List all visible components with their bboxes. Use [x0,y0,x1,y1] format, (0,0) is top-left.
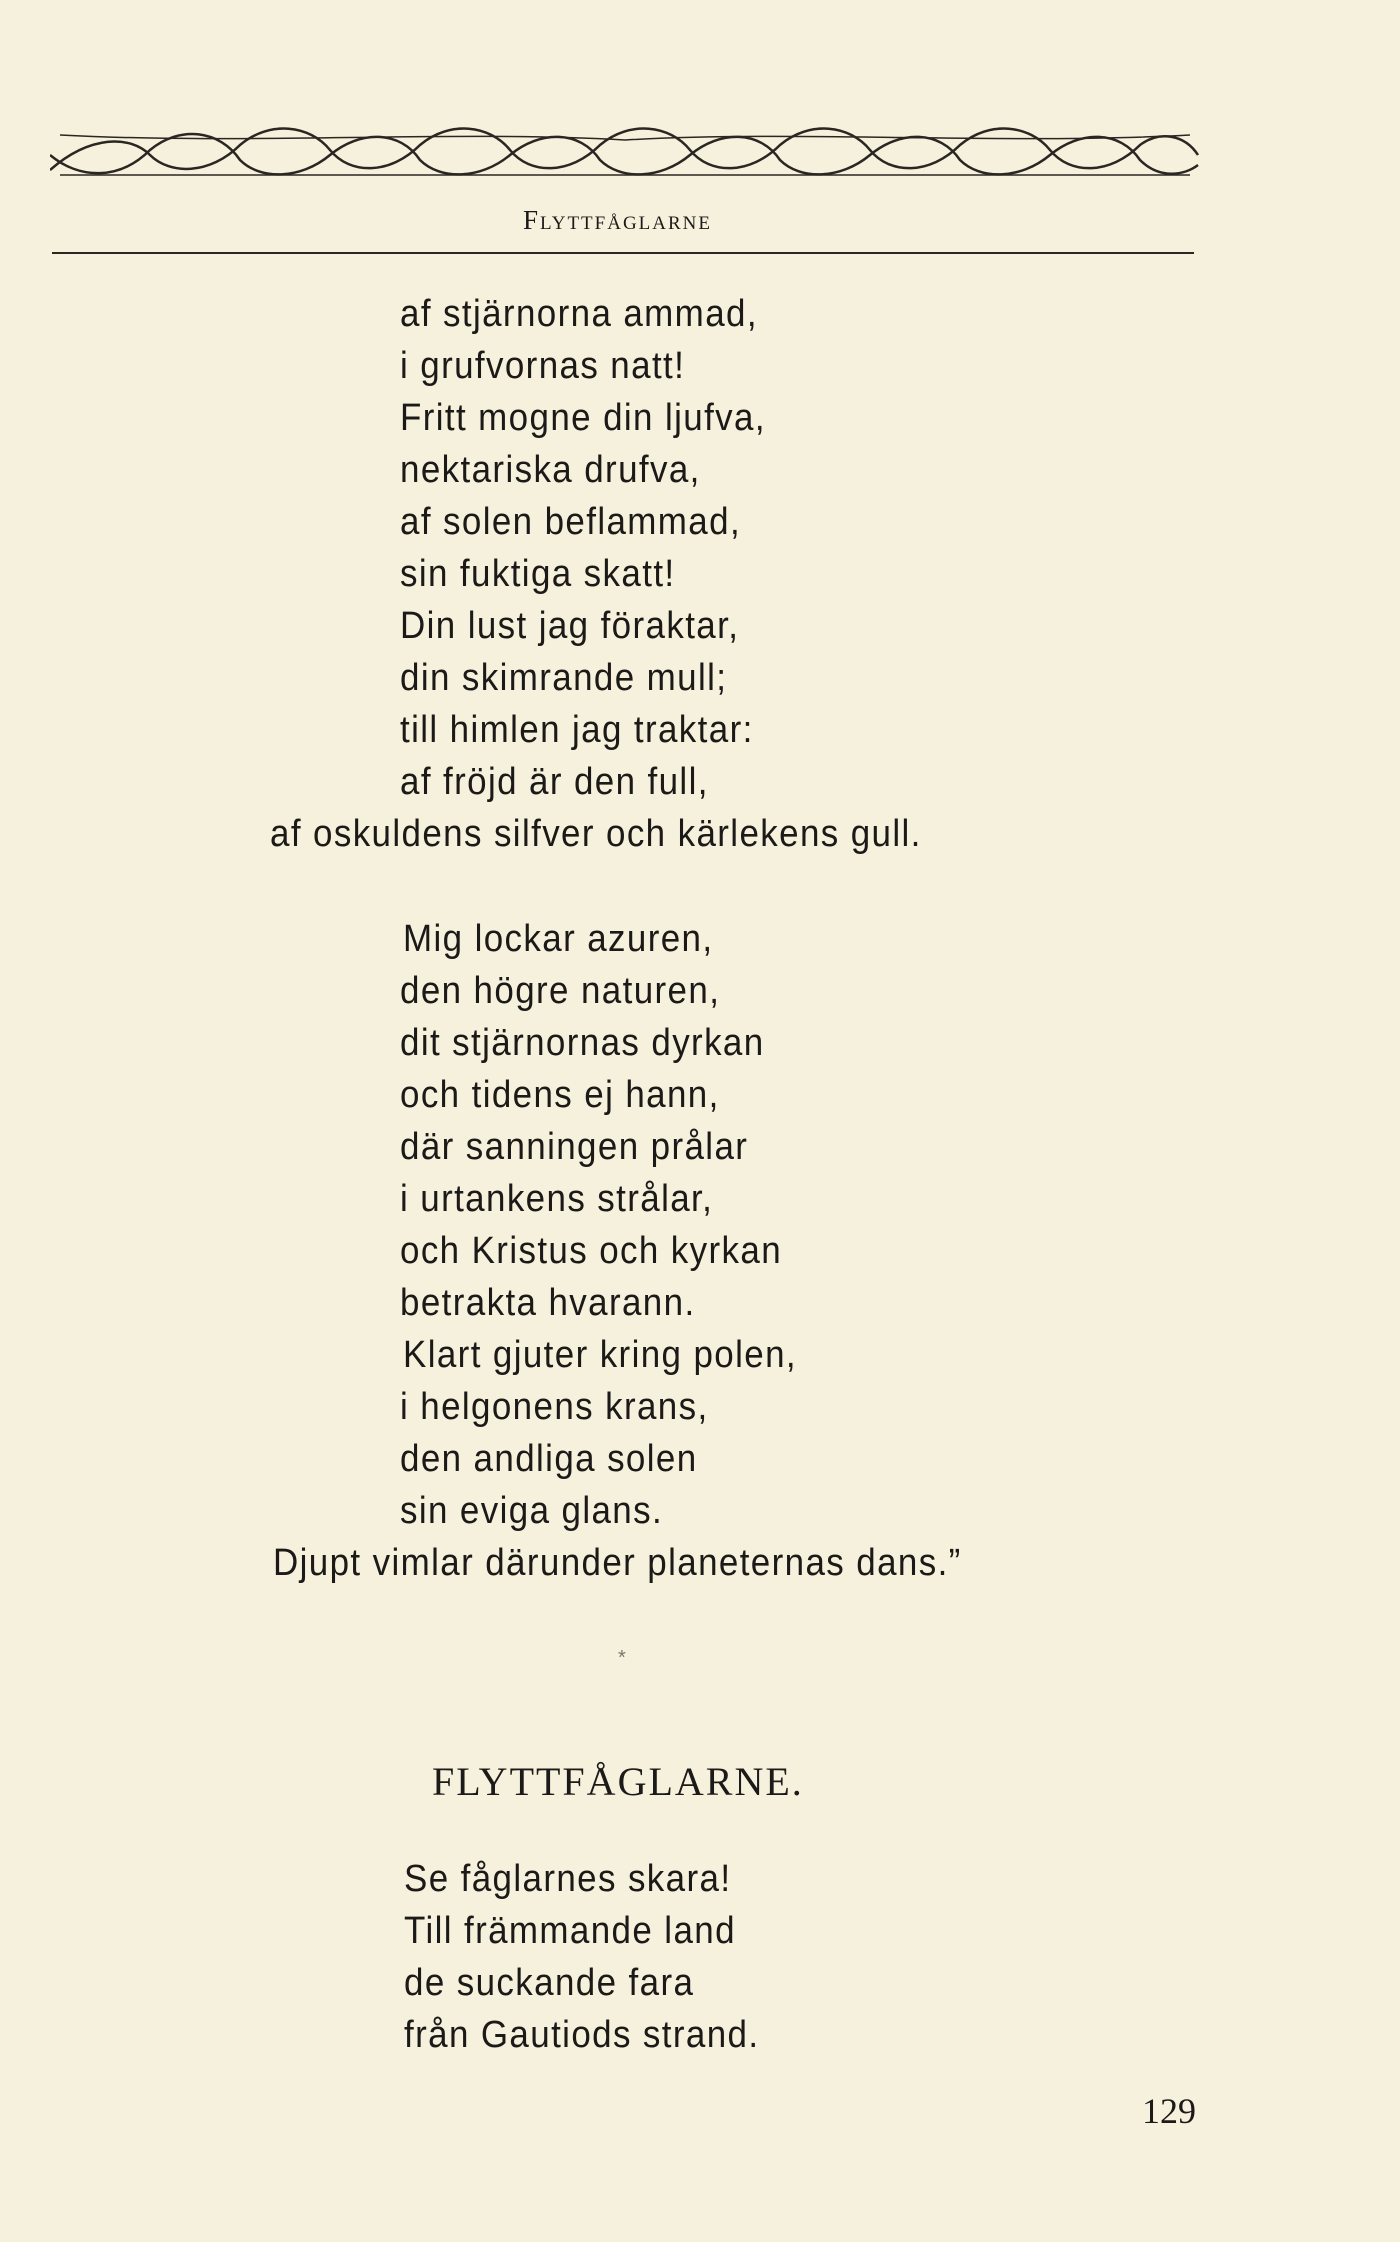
poem-line: till himlen jag traktar: [400,709,754,751]
page-number: 129 [1142,2091,1196,2131]
poem-line: i helgonens krans, [400,1386,709,1428]
poem-line: Fritt mogne din ljufva, [400,397,766,439]
poem-line: nektariska drufva, [400,449,701,491]
poem-line: Djupt vimlar därunder planeternas dans.” [273,1542,962,1584]
poem-line: Din lust jag föraktar, [400,605,740,647]
poem-line: Klart gjuter kring polen, [403,1334,798,1376]
poem-line: Till främmande land [404,1910,736,1952]
poem-line: Mig lockar azuren, [403,918,714,960]
poem-line: i grufvornas natt! [400,345,686,387]
poem-line: den högre naturen, [400,970,721,1012]
poem-line: de suckande fara [404,1962,695,2004]
poem-line: af fröjd är den full, [400,761,709,803]
poem-line: den andliga solen [400,1438,698,1480]
poem-line: af solen beflammad, [400,501,742,543]
header-rule [52,252,1194,254]
poem-line: och Kristus och kyrkan [400,1230,783,1272]
running-head: Flyttfåglarne [523,205,712,235]
poem-line: af stjärnorna ammad, [400,293,758,335]
poem-line: från Gautiods strand. [404,2014,760,2056]
poem-line: där sanningen prålar [400,1126,749,1168]
poem-line: och tidens ej hann, [400,1074,720,1116]
section-separator: * [618,1647,626,1669]
decorative-border-ornament [50,125,1200,185]
poem-line: i urtankens strålar, [400,1178,714,1220]
poem-line: sin eviga glans. [400,1490,664,1532]
poem-line: din skimrande mull; [400,657,728,699]
poem-line: dit stjärnornas dyrkan [400,1022,765,1064]
poem-title: FLYTTFÅGLARNE. [432,1759,804,1804]
poem-line: sin fuktiga skatt! [400,553,676,595]
poem-line: af oskuldens silfver och kärlekens gull. [270,813,922,855]
poem-line: betrakta hvarann. [400,1282,696,1324]
poem-line: Se fåglarnes skara! [404,1858,732,1900]
